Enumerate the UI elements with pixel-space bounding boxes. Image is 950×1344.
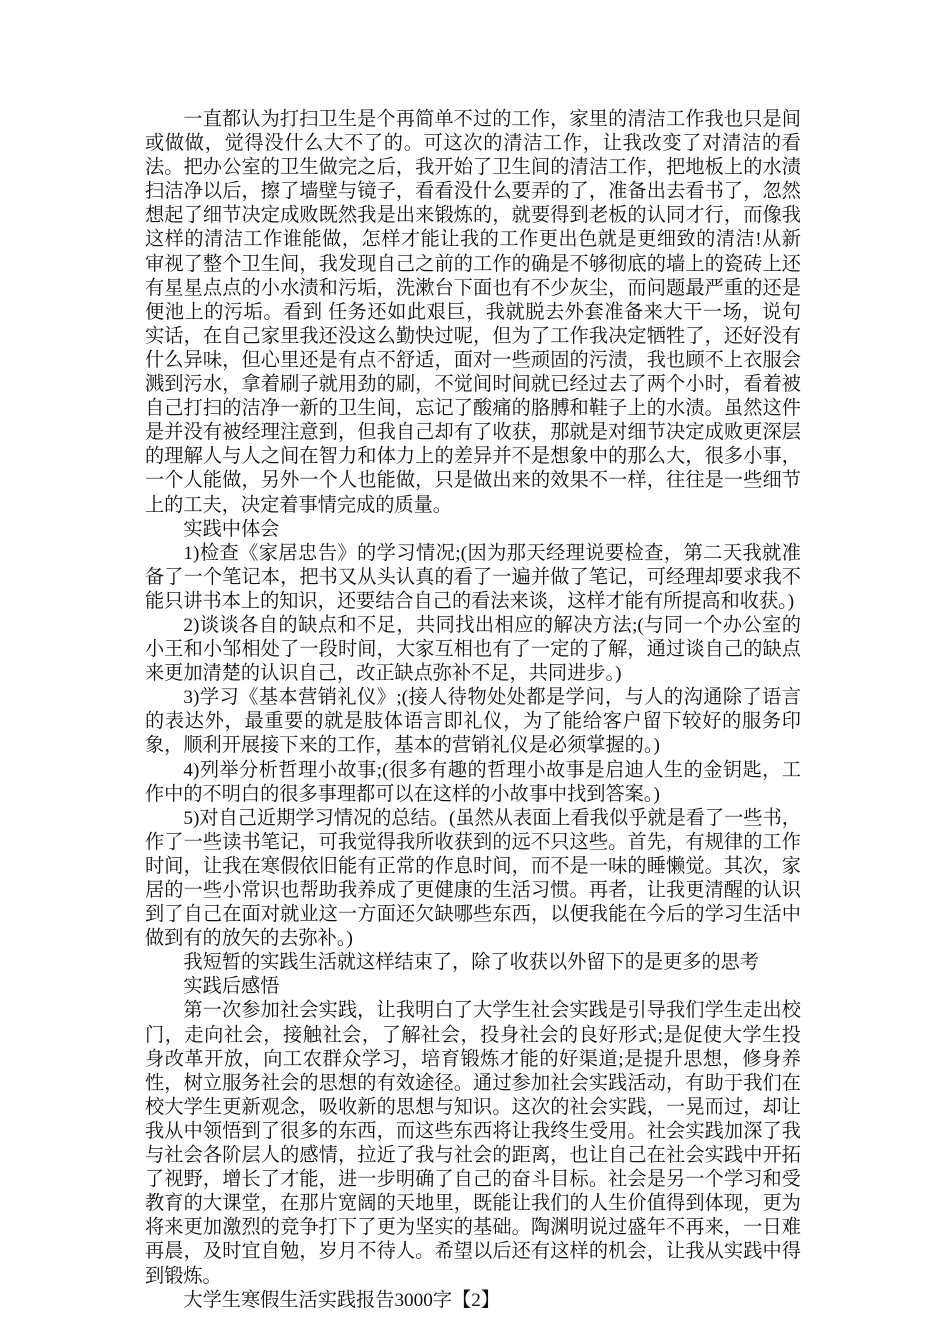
list-item-5: 5)对自己近期学习情况的总结。(虽然从表面上看我似乎就是看了一些书，作了一些读书笔记，可我觉得我所收获到的远不只这些。首先，有规律的工作时间，让我在寒假依旧能有正常的作息时间，而不是一味的睡懒觉。其次，家居的一些小常识也帮助我养成了更健康的生活习惯。再者，让我更清醒的认识到了自己在面对就业这一方面还欠缺哪些东西，以便我能在今后的学习生活中做到有的放矢的去弥补。): [145, 807, 801, 950]
paragraph-conclusion: 我短暂的实践生活就这样结束了，除了收获以外留下的是更多的思考: [183, 952, 760, 974]
next-article-title: 大学生寒假生活实践报告3000字【2】: [183, 1289, 500, 1311]
list-item-3: 3)学习《基本营销礼仪》;(接人待物处处都是学问，与人的沟通除了语言的表达外，最重要的就是肢体语言即礼仪，为了能给客户留下较好的服务印象，顺利开展接下来的工作，基本的营销礼仪是必须掌握的。): [145, 687, 801, 757]
list-item-1: 1)检查《家居忠告》的学习情况;(因为那天经理说要检查，第二天我就准备了一个笔记本，把书又从头认真的看了一遍并做了笔记，可经理却要求我不能只讲书本上的知识，还要结合自己的看法来谈，这样才能有所提高和收获。): [145, 542, 801, 612]
list-item-4: 4)列举分析哲理小故事;(很多有趣的哲理小故事是启迪人生的金钥匙，工作中的不明白的很多事理都可以在这样的小故事中找到答案。): [145, 759, 801, 805]
section-heading-reflections: 实践后感悟: [183, 976, 280, 998]
paragraph-cleaning-story: 一直都认为打扫卫生是个再简单不过的工作，家里的清洁工作我也只是间或做做，觉得没什么大不了的。可这次的清洁工作，让我改变了对清洁的看法。把办公室的卫生做完之后，我开始了卫生间的清洁工作，把地板上的水渍扫洁净以后，擦了墙壁与镜子，看看没什么要弄的了，准备出去看书了，忽然想起了细节决定成败既然我是出来锻炼的，就要得到老板的认同才行，而像我这样的清洁工作谁能做，怎样才能让我的工作更出色就是更细致的清洁!从新审视了整个卫生间，我发现自己之前的工作的确是不够彻底的墙上的瓷砖上还有星星点点的小水渍和污垢，洗漱台下面也有不少灰尘，而问题最严重的还是便池上的污垢。看到 任务还如此艰巨，我就脱去外套准备来大干一场，说句实话，在自己家里我还没这么勤快过呢，但为了工作我决定牺牲了，还好没有什么异味，但心里还是有点不舒适，面对一些顽固的污渍，我也顾不上衣服会溅到污水，拿着刷子就用劲的刷，不觉间时间就已经过去了两个小时，看着被自己打扫的洁净一新的卫生间，忘记了酸痛的胳膊和鞋子上的水渍。虽然这件是并没有被经理注意到，但我自己却有了收获，那就是对细节决定成败更深层的理解人与人之间在智力和体力上的差异并不是想象中的那么大，很多小事，一个人能做，另外一个人也能做，只是做出来的效果不一样，往往是一些细节上的工夫，决定着事情完成的质量。: [145, 109, 801, 516]
paragraph-reflections: 第一次参加社会实践，让我明白了大学生社会实践是引导我们学生走出校门，走向社会，接触社会，了解社会，投身社会的良好形式;是促使大学生投身改革开放，向工农群众学习，培育锻炼才能的好渠道;是提升思想，修身养性，树立服务社会的思想的有效途径。通过参加社会实践活动，有助于我们在校大学生更新观念，吸收新的思想与知识。这次的社会实践，一晃而过，却让我从中领悟到了很多的东西，而这些东西将让我终生受用。社会实践加深了我与社会各阶层人的感情，拉近了我与社会的距离，也让自己在社会实践中开拓了视野，增长了才能，进一步明确了自己的奋斗目标。社会是另一个学习和受教育的大课堂，在那片宽阔的天地里，既能让我们的人生价值得到体现，更为将来更加激烈的竞争打下了更为坚实的基础。陶渊明说过盛年不再来，一日难再晨，及时宜自勉，岁月不待人。希望以后还有这样的机会，让我从实践中得到锻炼。: [145, 1000, 801, 1287]
document-body: [145, 108, 801, 1313]
list-item-2: 2)谈谈各自的缺点和不足，共同找出相应的解决方法;(与同一个办公室的小王和小邹相处了一段时间，大家互相也有了一定的了解，通过谈自己的缺点来更加清楚的认识自己，改正缺点弥补不足，共同进步。): [145, 614, 801, 685]
section-heading-practice-experience: 实践中体会: [183, 518, 280, 540]
